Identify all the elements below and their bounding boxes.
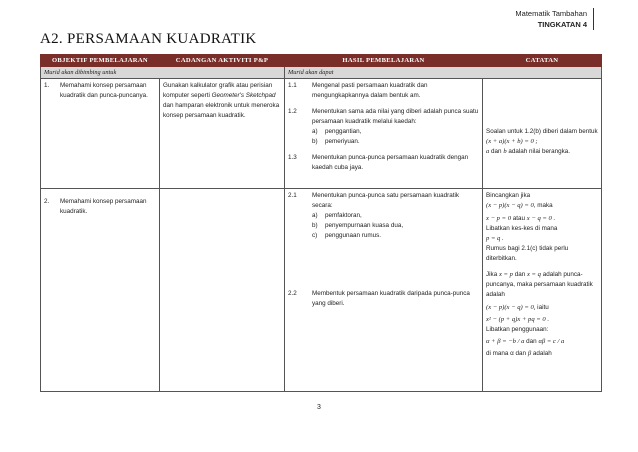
header-form: TINGKATAN 4 [537, 20, 587, 29]
note-var-b: b [503, 148, 507, 155]
outcome-item [288, 81, 479, 101]
outcome-item [288, 289, 479, 309]
col-header-activity: CADANGAN AKTIVITI P&P [160, 55, 285, 67]
col-header-outcome: HASIL PEMBELAJARAN [285, 55, 483, 67]
note-equation: (x + a)(x + b) = 0 ; [486, 138, 538, 145]
col-header-note: CATATAN [483, 55, 602, 67]
table-row [41, 189, 602, 392]
col-header-objective: OBJEKTIF PEMBELAJARAN [41, 55, 160, 67]
note-text: atau [512, 215, 526, 222]
outcome-text: Mengenal pasti persamaan kuadratik dan mengungkapkannya dalam bentuk am. [312, 82, 428, 99]
note-cell [483, 79, 602, 189]
note-equation: x − q = 0 . [526, 215, 556, 222]
note-text: Libatkan kes-kes di mana [486, 225, 558, 232]
activity-text: Gunakan kalkulator grafik atau perisian komputer seperti [163, 82, 273, 99]
note-text: adalah punca- puncanya, maka persamaan kuadratik adalah [486, 271, 593, 298]
note-text: iaitu [537, 304, 549, 311]
outcome-number: 1.3 [288, 154, 297, 161]
table-row [41, 79, 602, 189]
note-text: Rumus bagi 2.1(c) tidak perlu diterbitkan. [486, 245, 569, 262]
note-text: adalah [532, 350, 552, 357]
note-equation: x² − (p + q)x + pq = 0 . [486, 316, 549, 323]
note-equation: (x − p)(x − q) = 0, [486, 304, 536, 311]
sub-label: a) [312, 212, 318, 219]
sub-text: penggantian, [325, 128, 362, 135]
subheader-right: Murid akan dapat [285, 67, 602, 79]
sub-label: a) [312, 128, 318, 135]
subheader-row [41, 67, 602, 79]
subheader-left: Murid akan dibimbing untuk [41, 67, 285, 79]
outcome-text: Menentukan punca-punca satu persamaan kuadratik secara: [312, 192, 460, 209]
note-text: Libatkan penggunaan: [486, 326, 549, 333]
note-text: dan [514, 271, 526, 278]
note-text: Bincangkan jika [486, 192, 531, 199]
note-text: di mana α dan [486, 350, 527, 357]
note-text: Jika [486, 271, 498, 278]
sub-label: b) [312, 222, 318, 229]
objective-number: 2. [44, 198, 50, 205]
note-equation: β [527, 350, 532, 357]
objective-number: 1. [44, 82, 50, 89]
page-title: A2. PERSAMAAN KUADRATIK [40, 31, 257, 47]
sub-text: pemeriyuan. [325, 138, 360, 145]
header-info [515, 8, 594, 30]
sub-label: b) [312, 138, 318, 145]
sub-text: penyempurnaan kuasa dua, [325, 222, 404, 229]
objective-text: Memahami konsep persamaan kuadratik. [60, 198, 147, 215]
outcome-cell [285, 189, 483, 392]
table-header-row [41, 55, 602, 67]
note-cell [483, 189, 602, 392]
outcome-number: 1.2 [288, 108, 297, 115]
note-text: dan [526, 338, 537, 345]
page-number: 3 [317, 404, 321, 411]
note-equation: α + β = −b / a [486, 338, 525, 345]
note-text: , maka [533, 202, 553, 209]
objective-cell [41, 79, 160, 189]
objective-text: Memahami konsep persamaan kuadratik dan punca-puncanya. [60, 82, 148, 99]
note-equation: αβ = c / a [538, 338, 565, 345]
activity-text-2: dan hamparan elektronik untuk meneroka konsep persamaan kuadratik. [163, 102, 280, 119]
note-text: adalah nilai berangka. [508, 148, 570, 155]
sub-text: penggunaan rumus. [325, 232, 382, 239]
outcome-item [288, 107, 479, 127]
activity-cell [160, 189, 285, 392]
header-subject: Matematik Tambahan [515, 9, 587, 18]
outcome-cell [285, 79, 483, 189]
note-equation: (x − p)(x − q) = 0 [486, 202, 534, 209]
syllabus-table [40, 54, 602, 392]
outcome-number: 2.2 [288, 290, 297, 297]
sub-text: pemfaktoran, [325, 212, 362, 219]
outcome-item [288, 191, 479, 211]
note-text: Soalan untuk 1.2(b) diberi dalam bentuk [486, 128, 598, 135]
outcome-text: Membentuk persamaan kuadratik daripada punca-punca yang diberi. [312, 290, 470, 307]
note-equation: x = p [498, 271, 513, 278]
activity-cell [160, 79, 285, 189]
outcome-item [288, 153, 479, 173]
activity-software: Geometer's Sketchpad [211, 92, 276, 99]
note-var-a: a [486, 148, 490, 155]
outcome-text: Menentukan punca-punca persamaan kuadratik dengan kaedah cuba jaya. [312, 154, 469, 171]
note-equation: p = q . [486, 235, 504, 242]
objective-cell [41, 189, 160, 392]
note-equation: x = q [526, 271, 541, 278]
sub-label: c) [312, 232, 318, 239]
outcome-text: Menentukan sama ada nilai yang diberi adalah punca suatu persamaan kuadratik melalui kaedah: [312, 108, 479, 125]
note-equation: x − p = 0 [486, 215, 512, 222]
note-text: dan [491, 148, 502, 155]
outcome-number: 1.1 [288, 82, 297, 89]
outcome-number: 2.1 [288, 192, 297, 199]
